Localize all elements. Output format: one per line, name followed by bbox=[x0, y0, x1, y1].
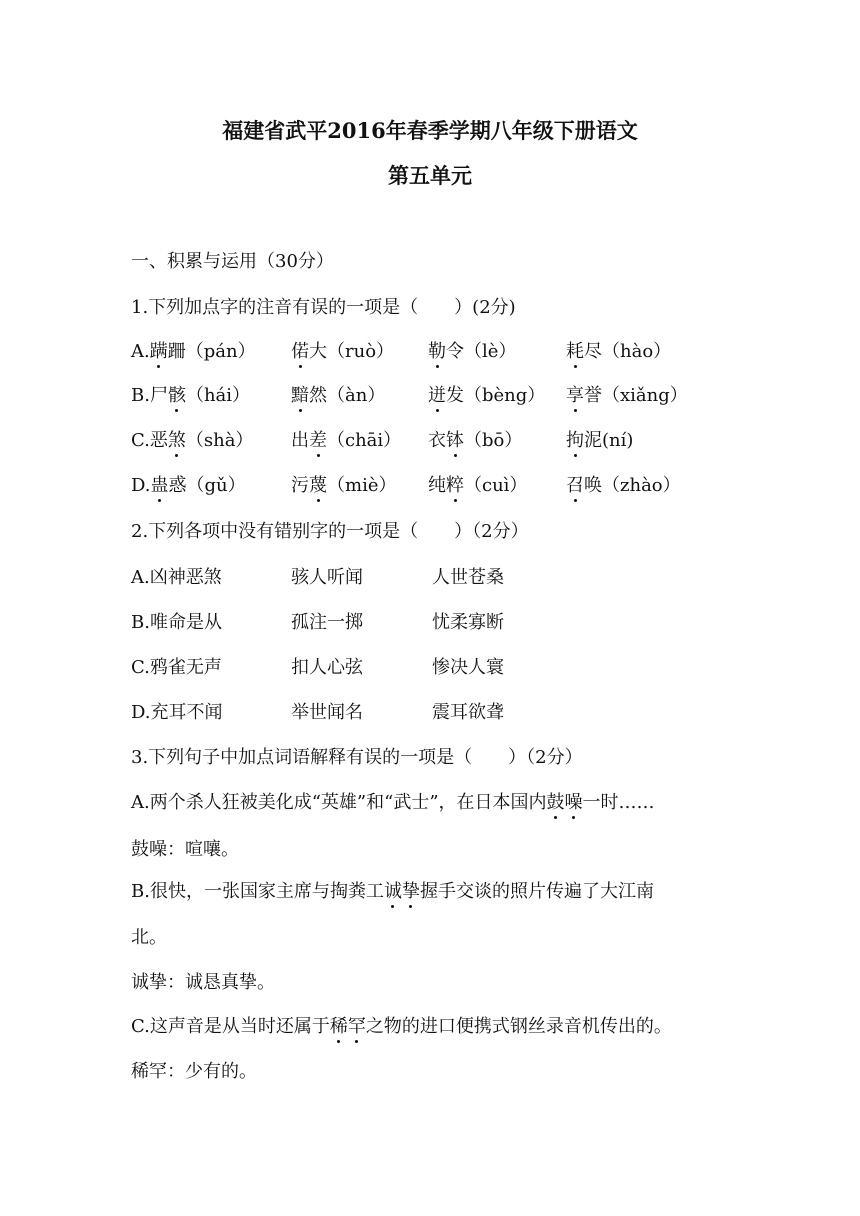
option-text: 纯 bbox=[428, 475, 446, 496]
q2-option-cell: B.唯命是从 bbox=[131, 612, 222, 633]
option-a-explanation: 鼓噪：喧嚷。 bbox=[131, 839, 239, 860]
option-text: （cuì） bbox=[464, 475, 528, 496]
q1-option-cell bbox=[131, 340, 256, 364]
option-text: 惑（gǔ） bbox=[168, 475, 246, 496]
q2-option-cell: 孤注一掷 bbox=[291, 612, 363, 633]
dotted-char: 蛊 bbox=[150, 475, 169, 496]
option-b-text-after: 握手交谈的照片传遍了大江南 bbox=[419, 881, 654, 902]
dotted-char: 享 bbox=[566, 385, 584, 406]
q2-option-cell: A.凶神恶煞 bbox=[131, 567, 222, 588]
option-text: 尽（hào） bbox=[584, 341, 672, 362]
dotted-char: 偌 bbox=[291, 341, 309, 362]
q2-option-cell: D.充耳不闻 bbox=[131, 702, 223, 723]
option-c-text-before: C.这声音是从当时还属于 bbox=[131, 1016, 330, 1037]
q1-option-cell bbox=[428, 429, 522, 453]
question-3-option-c bbox=[131, 1015, 672, 1039]
q2-option-cell: C.鸦雀无声 bbox=[131, 657, 222, 678]
dotted-char: 稀 bbox=[329, 1016, 348, 1037]
q1-option-cell bbox=[428, 384, 545, 408]
q2-option-cell: 忧柔寡断 bbox=[432, 612, 504, 633]
dotted-char: 黯 bbox=[291, 385, 309, 406]
q1-option-cell bbox=[291, 340, 394, 364]
q1-option-cell bbox=[566, 429, 633, 453]
option-text: （bō） bbox=[464, 430, 523, 451]
dotted-char: 骸 bbox=[167, 385, 186, 406]
option-text: 令（lè） bbox=[446, 341, 517, 362]
question-2-stem: 2.下列各项中没有错别字的一项是（ ）（2分） bbox=[131, 521, 529, 542]
option-b-explanation: 诚挚：诚恳真挚。 bbox=[131, 972, 275, 993]
document-title: 福建省武平2016年春季学期八年级下册语文 bbox=[222, 118, 638, 143]
option-text: 衣 bbox=[428, 430, 446, 451]
question-3-option-a bbox=[131, 791, 655, 815]
option-text: D. bbox=[131, 475, 151, 496]
option-text: 然（àn） bbox=[309, 385, 386, 406]
q2-option-cell: 骇人听闻 bbox=[291, 567, 363, 588]
q2-option-cell: 扣人心弦 bbox=[291, 657, 363, 678]
dotted-char: 差 bbox=[309, 430, 327, 451]
q2-option-cell: 惨决人寰 bbox=[432, 657, 504, 678]
section-heading: 一、积累与运用（30分） bbox=[131, 251, 334, 272]
q2-option-cell: 举世闻名 bbox=[291, 702, 363, 723]
dotted-char: 拘 bbox=[566, 430, 584, 451]
q1-option-cell bbox=[131, 474, 246, 498]
option-c-explanation: 稀罕：少有的。 bbox=[131, 1061, 257, 1082]
dotted-char: 鼓 bbox=[546, 792, 565, 813]
question-3-option-b bbox=[131, 880, 654, 904]
q1-option-cell bbox=[428, 340, 516, 364]
dotted-char: 勒 bbox=[428, 341, 446, 362]
unit-subtitle: 第五单元 bbox=[388, 163, 472, 188]
dotted-char: 粹 bbox=[446, 475, 464, 496]
option-text: 誉（xiǎng） bbox=[584, 385, 688, 406]
option-text: 出 bbox=[291, 430, 309, 451]
dotted-char: 蔑 bbox=[309, 475, 327, 496]
option-text: （hái） bbox=[185, 385, 251, 406]
dotted-char: 钵 bbox=[446, 430, 464, 451]
dotted-char: 迸 bbox=[428, 385, 446, 406]
option-text: 污 bbox=[291, 475, 309, 496]
dotted-char: 蹒 bbox=[149, 341, 168, 362]
q1-option-cell bbox=[291, 384, 385, 408]
q1-option-cell bbox=[131, 384, 250, 408]
option-text: （miè） bbox=[327, 475, 397, 496]
dotted-char: 煞 bbox=[167, 430, 186, 451]
option-text: B.尸 bbox=[131, 385, 168, 406]
option-text: 发（bèng） bbox=[446, 385, 546, 406]
question-1-stem: 1.下列加点字的注音有误的一项是（ ）(2分) bbox=[131, 297, 516, 318]
q1-option-cell bbox=[566, 474, 681, 498]
dotted-char: 挚 bbox=[401, 881, 420, 902]
q1-option-cell bbox=[428, 474, 527, 498]
q2-option-cell: 人世苍桑 bbox=[432, 567, 504, 588]
q1-option-cell bbox=[291, 429, 401, 453]
q2-option-cell: 震耳欲聋 bbox=[432, 702, 504, 723]
question-3-stem: 3.下列句子中加点词语解释有误的一项是（ ）（2分） bbox=[131, 747, 583, 768]
q1-option-cell bbox=[566, 340, 671, 364]
q1-option-cell bbox=[566, 384, 688, 408]
option-text: 跚（pán） bbox=[167, 341, 256, 362]
dotted-char: 召 bbox=[566, 475, 584, 496]
option-text: C.恶 bbox=[131, 430, 168, 451]
dotted-char: 诚 bbox=[383, 881, 402, 902]
dotted-char: 噪 bbox=[564, 792, 583, 813]
option-b-text-before: B.很快，一张国家主席与掏粪工 bbox=[131, 881, 384, 902]
option-text: （chāi） bbox=[327, 430, 402, 451]
q1-option-cell bbox=[291, 474, 396, 498]
q1-option-cell bbox=[131, 429, 253, 453]
option-b-continuation: 北。 bbox=[131, 927, 167, 948]
option-text: 大（ruò） bbox=[309, 341, 395, 362]
option-text: 泥(ní) bbox=[584, 430, 634, 451]
option-text: （shà） bbox=[185, 430, 254, 451]
option-text: 唤（zhào） bbox=[584, 475, 681, 496]
option-a-text-after: 一时…… bbox=[582, 792, 655, 813]
dotted-char: 罕 bbox=[347, 1016, 366, 1037]
option-a-text-before: A.两个杀人狂被美化成“英雄”和“武士”，在日本国内 bbox=[131, 792, 547, 813]
dotted-char: 耗 bbox=[566, 341, 584, 362]
option-c-text-after: 之物的进口便携式钢丝录音机传出的。 bbox=[365, 1016, 672, 1037]
option-text: A. bbox=[131, 341, 150, 362]
